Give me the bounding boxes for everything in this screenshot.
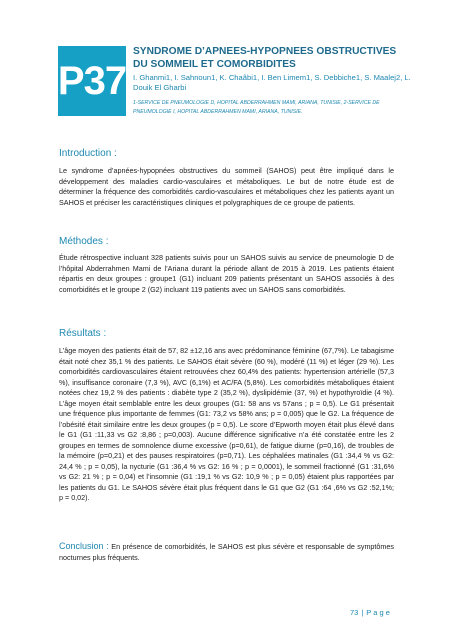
methods-text: Étude rétrospective incluant 328 patients suivis pour un SAHOS suivis au service de pneumologie D de l’hôpital Abderrahmen Mami de l’Ariana durant la période allant de 2015 à 2019. Les patients étaient répartis en deux groupes : groupe1 (G1) incluant 209 patients présentant un SAHOS associés à des comorbidités et le groupe 2 (G2) incluant 119 patients avec un SAHOS sans comorbidités. [59, 253, 394, 294]
affiliation-line: 1-SERVICE DE PNEUMOLOGIE D, HOPITAL ABDERRAHMEN MAMI, ARIANA, TUNISIE, 2-SERVICE DE PNEUMOLOGIE I, HOPITAL ABDERRAHMEN MAMI, ARIANA, TUNISIE. [133, 100, 380, 115]
results-text: L’âge moyen des patients était de 57, 82 ±12,16 ans avec prédominance féminine (67,7%). Le tabagisme était noté chez 35,1 % des patients. Le SAHOS était sévère (60 %), modéré (11 %) et léger (29 %). Les comorbidités cardiovasculaires étaient retrouvées chez 60,4% des patients: hypertension artérielle (57,3 %), insuffisance coronaire (7,3 %), AVC (6,1%) et AC/FA (5,8%). Les comorbidités métaboliques étaient notées chez 19,2 % des patients : diabète type 2 (35,2 %), dyslipidémie (37, %) et hypothyroïdie (4 %). L’âge moyen était semblable entre les deux groupes (G1: 58 ans vs 57ans ; p = 0,5). Le G1 présentait une fréquence plus importante de femmes (G1: 73,2 vs 58% ans; p = 0,005) que le G2. La fréquence de l’obésité était similaire entre les deux groupes (p = 0,5). Le score d’Epworth moyen était plus élevé dans le G1 (G1 :11,33 vs G2 :8,86 ; p=0,003). Aucune différence significative n’a été constatée entre les 2 groupes en termes de somnolence diurne excessive (p=0,61), de fatigue diurne (p=0,16), de troubles de la mémoire (p=0,21) et des pauses respiratoires (p=0,71). Les céphalées matinales (G1 :34,4 % vs G2: 24,4 % ; p = 0,05), la nycturie (G1 :36,4 % vs G2: 16 % ; p = 0,0001), le sommeil fractionné (G1 :31,6% vs G2: 21 % ; p = 0,04) et l’insomnie (G1 :19,1 % vs G2: 10,9 % ; p = 0,05) étaient plus rapportées par les patients du G1. Le SAHOS sévère était plus fréquent dans le G1 que G2 (G1 :64 ,6% vs G2 :52,1%; p = 0,02). [59, 346, 394, 502]
page-number: 73 [350, 608, 359, 617]
conclusion-paragraph [59, 541, 394, 563]
page-label: P a g e [366, 608, 390, 617]
conclusion-heading: Conclusion : [59, 541, 109, 551]
page-footer [350, 608, 390, 617]
authors-line: I. Ghanmi1, I. Sahnoun1, K. Chaâbi1, I. Ben Limem1, S. Debbiche1, S. Maalej2, L. Douik El Gharbi [133, 73, 411, 92]
conclusion-text: En présence de comorbidités, le SAHOS est plus sévère et responsable de symptômes nocturnes plus fréquents. [59, 542, 394, 562]
introduction-heading: Introduction : [59, 148, 117, 159]
results-heading: Résultats : [59, 328, 107, 339]
abstract-title: SYNDROME D’APNEES-HYPOPNEES OBSTRUCTIVES DU SOMMEIL ET COMORBIDITES [133, 46, 397, 70]
poster-number-badge: P37 [58, 46, 126, 116]
methods-heading: Méthodes : [59, 236, 109, 247]
footer-separator: | [361, 608, 364, 617]
introduction-text: Le syndrome d’apnées-hypopnées obstructives du sommeil (SAHOS) peut être impliqué dans le développement des maladies cardio-vasculaires et métaboliques. Le but de notre étude est de déterminer la fréquence des comorbidités cardio-vasculaires et métaboliques chez les patients ayant un SAHOS et préciser les caractéristiques cliniques et polygraphiques de ce groupe de patients. [59, 166, 394, 207]
